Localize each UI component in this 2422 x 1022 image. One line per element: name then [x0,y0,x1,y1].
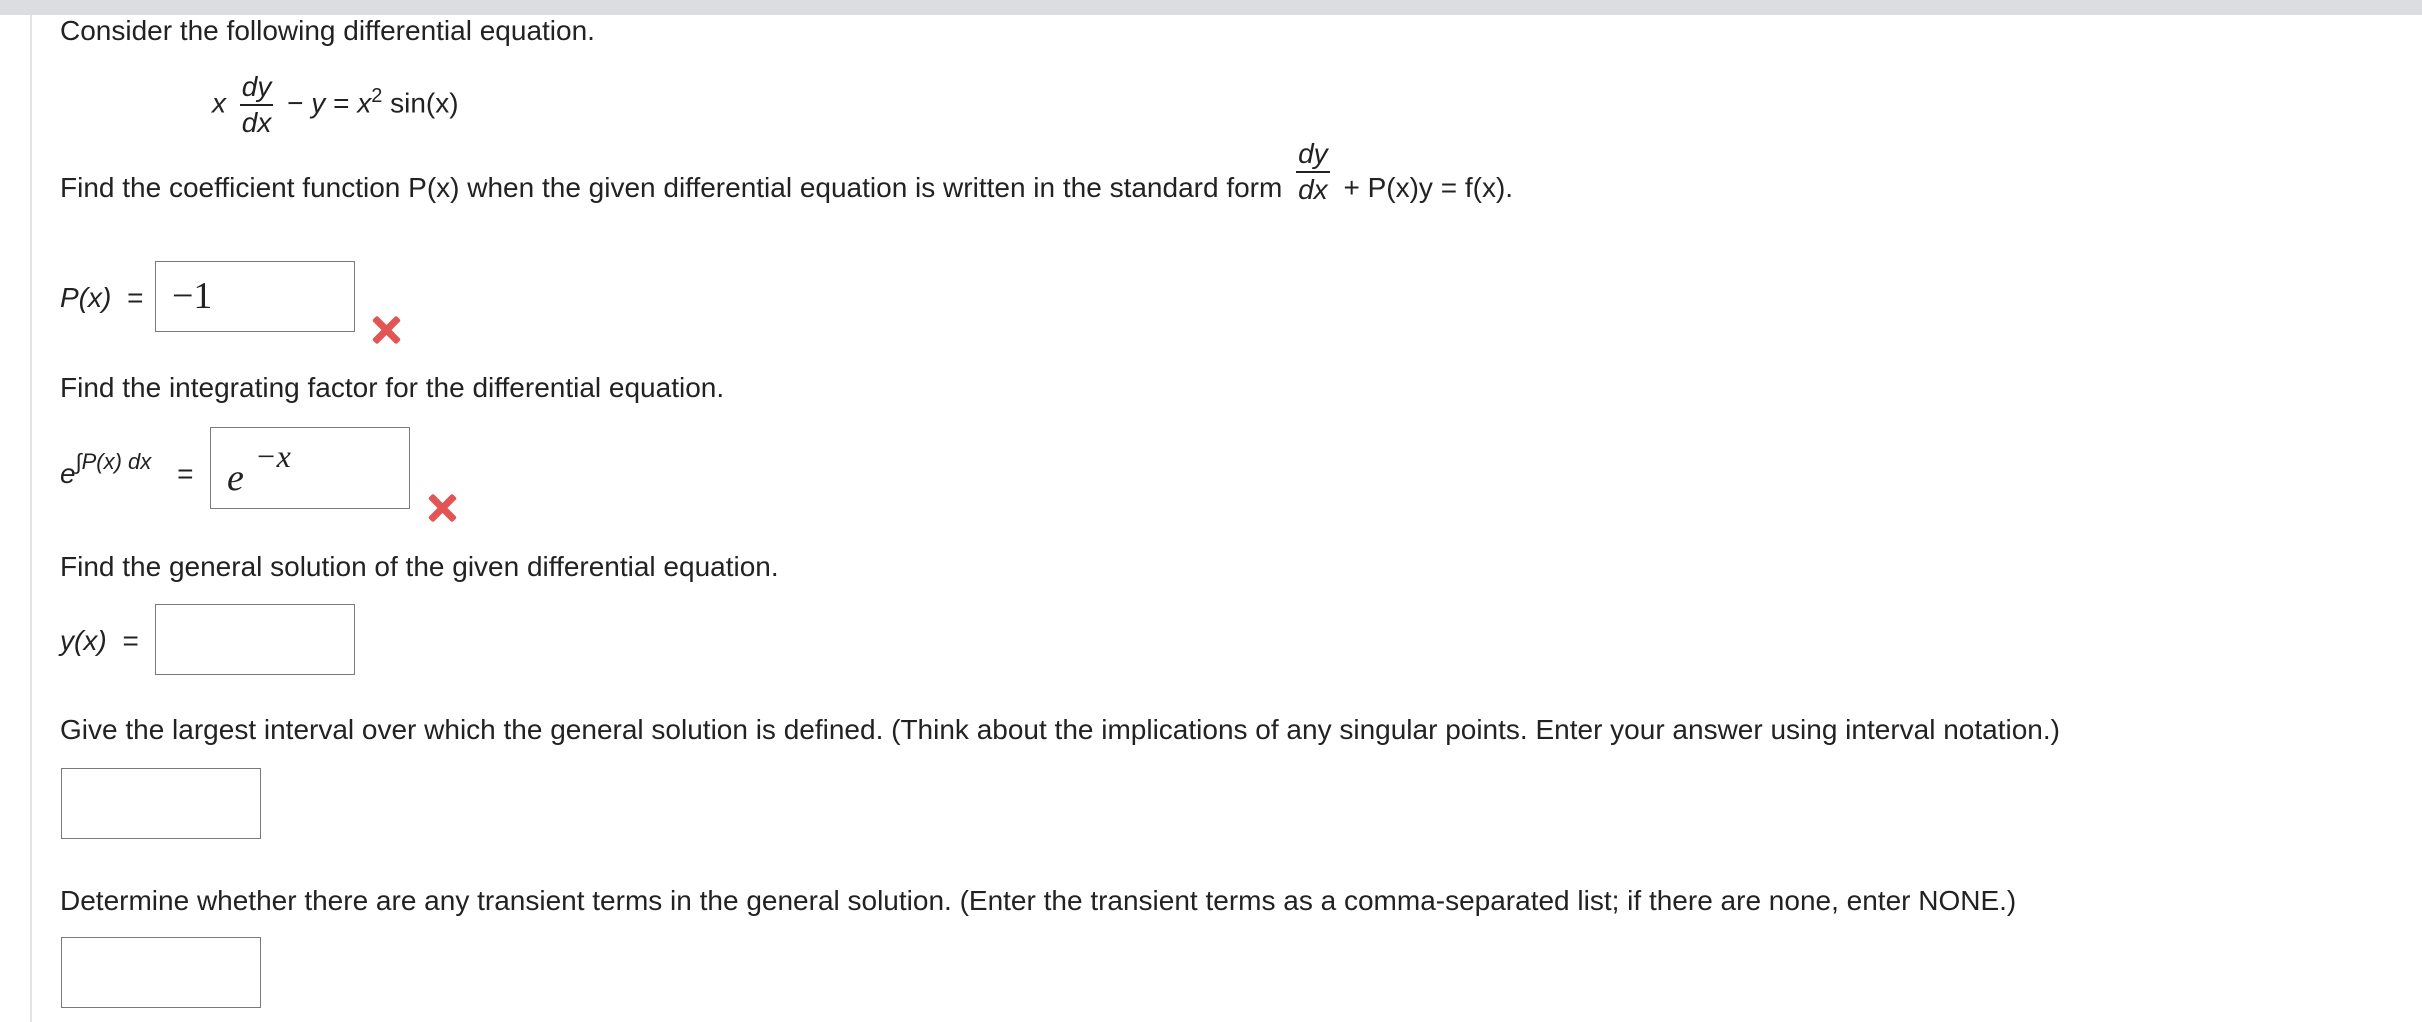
q2-label [60,449,194,490]
eq-rhs-base: x [357,87,372,119]
q1-form-num: dy [1296,139,1330,173]
differential-equation [212,72,459,138]
q3-equals: = [122,625,139,656]
q5-text: Determine whether there are any transient terms in the general solution. (Enter the transient terms as a comma-separated list; if there are none, enter NONE.) [60,885,2017,916]
q2-equals: = [177,458,194,489]
intro-text: Consider the following differential equation. [60,15,595,46]
eq-coef: x [212,87,226,119]
eq-var: y [311,87,326,119]
general-solution-answer-field[interactable] [155,604,355,675]
q4-text: Give the largest interval over which the general solution is defined. (Think about the implications of any singular points. Enter your answer using interval notation.) [60,714,2060,745]
eq-rhs-fn: sin(x) [390,87,459,119]
eq-frac-num: dy [240,72,274,106]
interval-answer-field[interactable] [61,768,261,839]
eq-frac-den: dx [241,107,272,138]
q1-form-den: dx [1298,173,1328,205]
q3-label [60,625,139,657]
q1-form-rest: + P(x)y = f(x). [1343,172,1514,203]
eq-rhs-exp: 2 [371,85,383,108]
incorrect-x-icon [371,315,401,345]
if-answer-exp: −x [255,438,291,474]
left-rule [30,15,32,1022]
eq-fraction [240,72,274,138]
incorrect-x-icon [427,493,457,523]
if-answer-base: e [227,457,244,499]
q2-text: Find the integrating factor for the differential equation. [60,372,725,403]
q2-label-exp: ∫P(x) dx [75,449,152,474]
top-bar [0,0,2422,15]
q3-label-text: y(x) [60,625,107,656]
q1-label-text: P(x) [60,282,112,313]
transient-terms-answer-field[interactable] [61,937,261,1008]
q1-prompt [60,137,1514,205]
eq-equals: = [333,87,350,119]
q3-text: Find the general solution of the given differential equation. [60,551,779,582]
eq-minus: − [287,87,304,119]
p-of-x-answer-field[interactable]: −1 [155,261,355,332]
q1-label [60,282,143,314]
q1-form-fraction [1296,139,1330,205]
q1-equals: = [127,282,144,313]
q1-text: Find the coefficient function P(x) when the given differential equation is written in the standard form [60,172,1283,203]
q2-label-base: e [60,458,76,489]
integrating-factor-answer-field[interactable] [210,427,410,509]
